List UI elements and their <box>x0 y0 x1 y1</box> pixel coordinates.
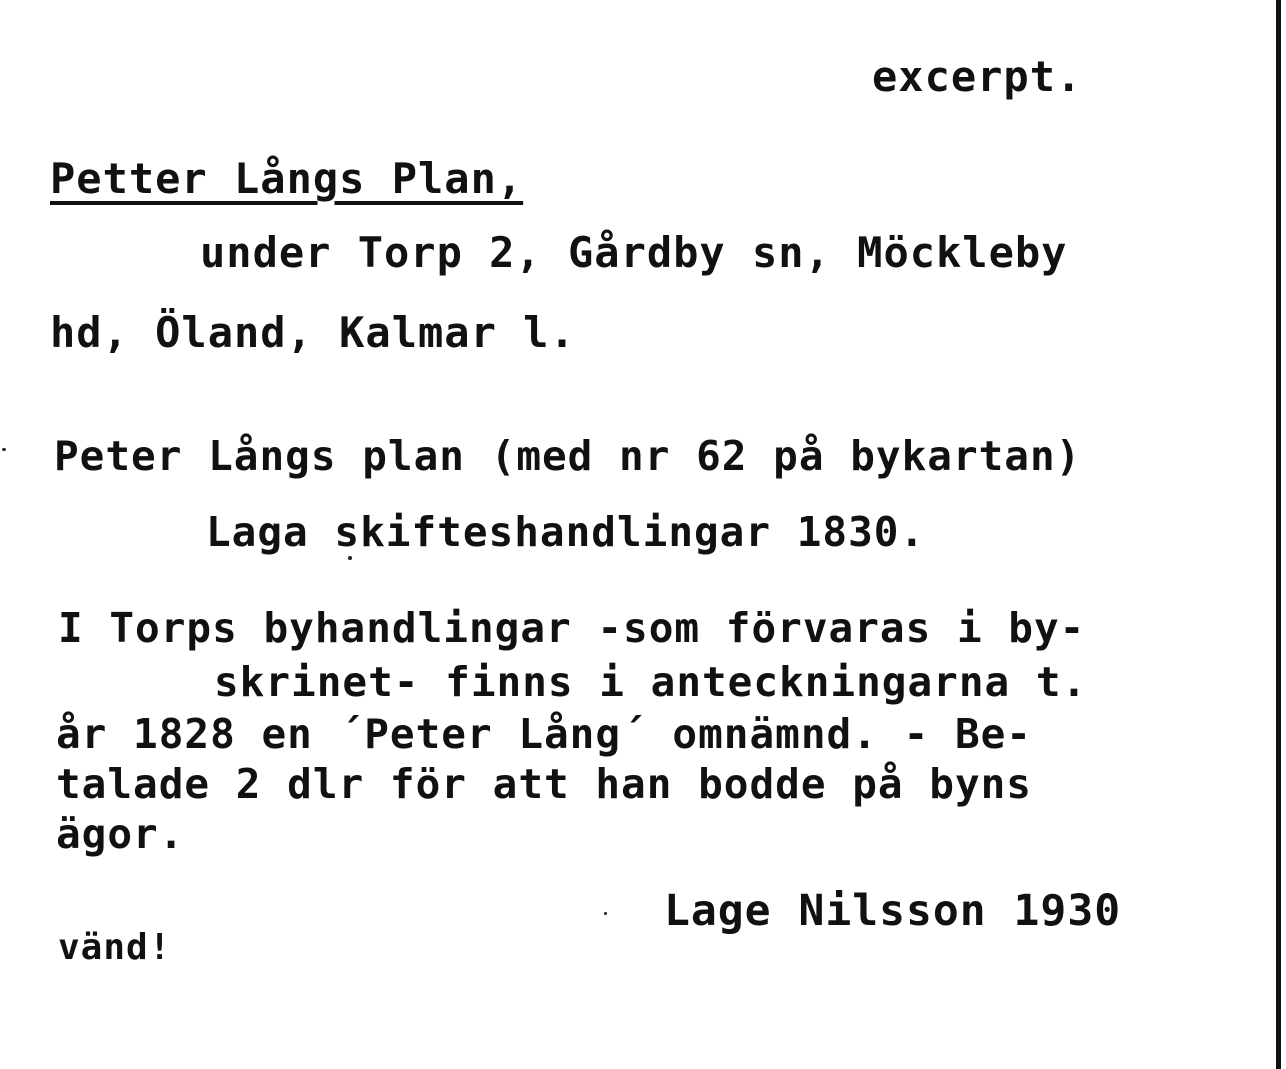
turn-over-note: vänd! <box>58 927 172 968</box>
plan-line-1: Peter Långs plan (med nr 62 på bykartan) <box>54 432 1082 480</box>
body-line-1: I Torps byhandlingar -som förvaras i by- <box>58 604 1086 652</box>
body-line-4: talade 2 dlr för att han bodde på byns <box>56 760 1032 808</box>
signature: Lage Nilsson 1930 <box>664 886 1122 936</box>
location-line-2: hd, Öland, Kalmar l. <box>50 308 576 357</box>
body-line-2: skrinet- finns i anteckningarna t. <box>214 658 1088 706</box>
body-line-3: år 1828 en ´Peter Lång´ omnämnd. - Be- <box>56 710 1032 758</box>
body-line-5: ägor. <box>56 810 185 858</box>
location-line-1: under Torp 2, Gårdby sn, Möckleby <box>200 228 1068 277</box>
ink-speck <box>348 556 352 560</box>
card-right-edge <box>1276 0 1281 1069</box>
ink-speck <box>604 912 607 915</box>
plan-line-2: Laga skifteshandlingar 1830. <box>206 508 926 556</box>
excerpt-label: excerpt. <box>872 52 1083 101</box>
ink-speck <box>2 448 6 451</box>
card-title: Petter Långs Plan, <box>50 154 524 203</box>
